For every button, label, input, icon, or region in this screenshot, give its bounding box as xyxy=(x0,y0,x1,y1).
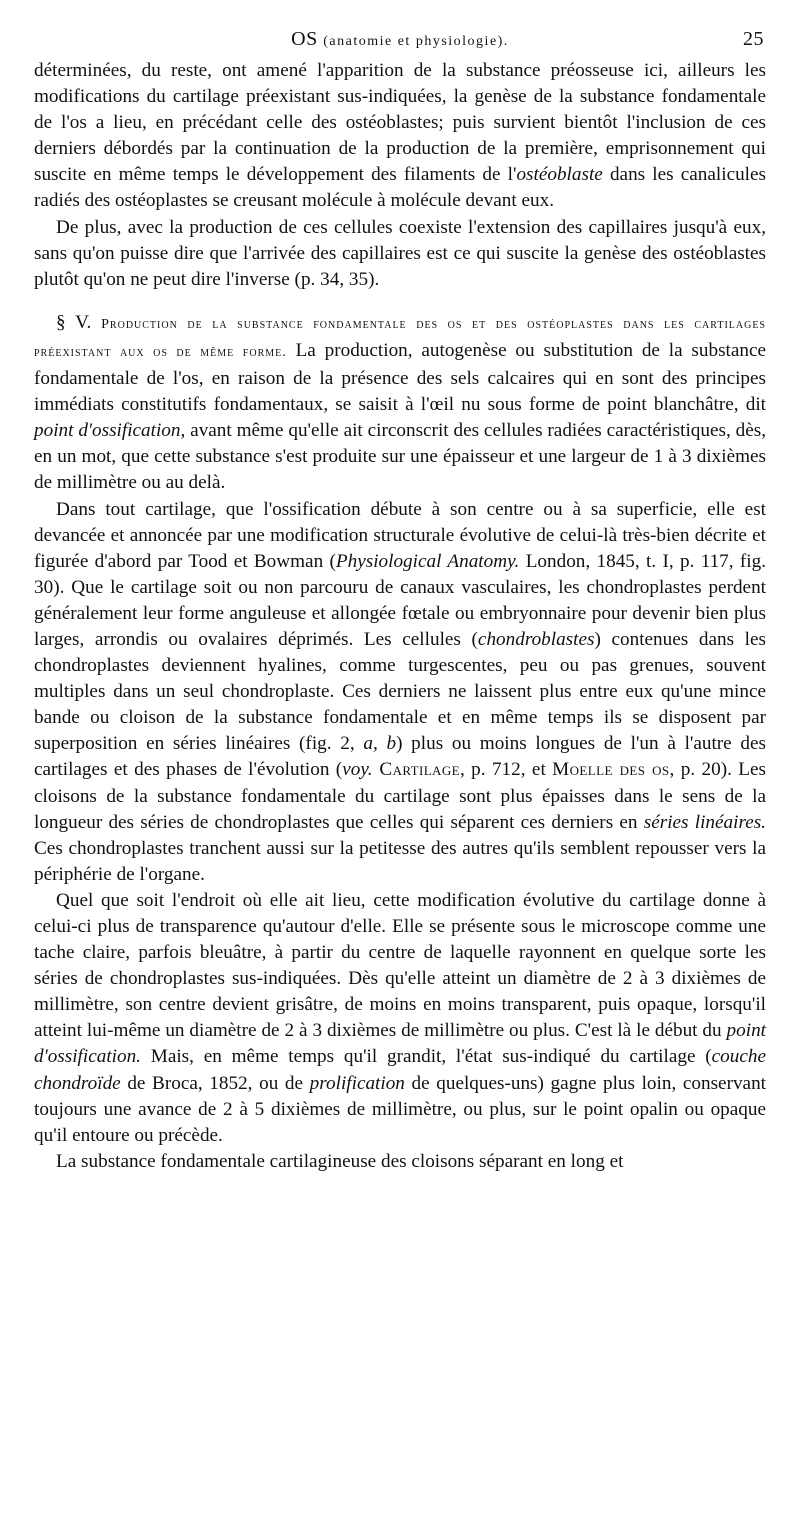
small-caps-ref: Moelle des os xyxy=(552,759,670,781)
italic-term: couche chondroïde xyxy=(34,1046,766,1094)
italic-term: chondroblastes xyxy=(477,628,595,650)
page-number: 25 xyxy=(743,28,764,50)
text-run: ) plus ou moins longues de l'un à l'autre des cartilages et des phases de l'évolution ( xyxy=(34,733,766,781)
running-head-main: OS xyxy=(291,28,318,50)
text-run: dans les canalicules radiés des ostéoplastes se creusant molécule à molécule devant eux. xyxy=(34,164,766,212)
running-head-subtitle: (anatomie et physiologie). xyxy=(323,34,509,49)
text-run: déterminées, du reste, ont amené l'apparition de la substance préosseuse ici, ailleurs les modifications du cartilage préexistant sus-indiquées, la genèse de la substance fondamentale de l'os a lieu, en précédant celle des ostéoblastes; puis survient bientôt l'inclusion de ces derniers débordés par la continuation de la production de la première, emprisonnement qui suscite en même temps le développement des filaments de l' xyxy=(34,60,766,186)
italic-term: ostéoblaste xyxy=(516,164,603,186)
section-v-paragraph xyxy=(34,310,766,497)
text-run: de quelques-uns) gagne plus loin, conservant toujours une avance de 2 à 5 dixièmes de millimètre, ou plus, sur le point opalin ou opaque qu'il entoure ou précède. xyxy=(34,1072,766,1146)
paragraph-2 xyxy=(34,215,766,293)
paragraph-4 xyxy=(34,497,766,888)
text-run: avant même qu'elle ait circonscrit des cellules radiées caractéristiques, dès, en un mot, que cette substance s'est produite sur une épaisseur et une largeur de 1 à 3 dixièmes de millimètre ou au delà. xyxy=(34,420,766,494)
text-run: , p. 20). Les cloisons de la substance fondamentale du cartilage sont plus épaisses dans le sens de la longueur des séries de chondroplastes que celles qui séparent ces derniers en xyxy=(34,759,766,833)
italic-term: voy. xyxy=(342,759,373,781)
text-run: Quel que soit l'endroit où elle ait lieu, cette modification évolutive du cartilage donne à celui-ci plus de transparence qu'autour d'elle. Elle se présente sous le microscope comme une tache claire, parfois bleuâtre, à partir du centre de laquelle rayonnent en quelque sorte les séries de chondroplastes sus-indiquées. Dès qu'elle atteint un diamètre de 2 à 3 dixièmes de millimètre, son centre devient grisâtre, de moins en moins transparent, puis opaque, lorsqu'il atteint lui-même un diamètre de 2 à 3 dixièmes de millimètre ou plus. C'est là le début du xyxy=(34,889,766,1042)
paragraph-6 xyxy=(34,1149,766,1175)
italic-term: point d'ossification. xyxy=(34,1020,766,1068)
italic-term: séries linéaires. xyxy=(643,811,766,833)
text-run: La production, autogenèse ou substitution de la substance fondamentale de l'os, en raison de la présence des sels calcaires qui en sont des principes immédiats constitutifs fondamentaux, se saisit à l'œil nu sous forme de point blanchâtre, dit xyxy=(34,339,767,416)
page xyxy=(34,28,766,1175)
italic-term: point d'ossification, xyxy=(34,420,186,442)
text-run: De plus, avec la production de ces cellules coexiste l'extension des capillaires jusqu'à eux, sans qu'on puisse dire que l'arrivée des capillaires est ce qui suscite la genèse des ostéoblastes plutôt qu'on ne peut dire l'inverse (p. 34, 35). xyxy=(34,216,766,290)
text-run: , p. 712, et xyxy=(459,759,553,781)
text-run: Ces chondroplastes tranchent aussi sur la petitesse des autres qu'ils semblent repousser vers la périphérie de l'organe. xyxy=(34,837,766,885)
text-run: La substance fondamentale cartilagineuse des cloisons séparant en long et xyxy=(56,1150,624,1172)
small-caps-ref: Cartilage xyxy=(372,759,460,781)
text-run: de Broca, 1852, ou de xyxy=(120,1072,310,1094)
italic-figure-ref: a, b xyxy=(363,733,397,755)
italic-term: prolification xyxy=(309,1072,405,1094)
paragraph-5 xyxy=(34,888,766,1149)
text-run: London, 1845, t. I, p. 117, fig. 30). Que le cartilage soit ou non parcouru de canaux vasculaires, les chondroplastes perdent généralement leur forme anguleuse et allongée fœtale ou embryonnaire pour devenir bien plus larges, arrondis ou ovalaires déprimés. Les cellules ( xyxy=(34,550,767,650)
text-run: ) contenues dans les chondroplastes deviennent hyalines, comme turgescentes, peu ou pas grenues, souvent multiples dans un seul chondroplaste. Ces derniers ne laissent plus entre eux qu'une mince bande ou cloison de la substance fondamentale et en même temps ils se disposent par superposition en séries linéaires (fig. 2, xyxy=(34,628,766,755)
section-heading: Production de la substance fondamentale des os et des ostéoplastes dans les cartilages préexistant aux os de même forme. xyxy=(34,316,766,360)
text-run: Dans tout cartilage, que l'ossification débute à son centre ou à sa superficie, elle est devancée et annoncée par une modification structurale évolutive de celui-là très-bien décrite et figurée d'abord par Tood et Bowman ( xyxy=(34,498,766,572)
section-number: § V. xyxy=(56,311,102,333)
running-head-title xyxy=(291,28,509,51)
running-head xyxy=(34,28,766,58)
text-run: Mais, en même temps qu'il grandit, l'état sus-indiqué du cartilage ( xyxy=(140,1046,712,1068)
paragraph-1 xyxy=(34,58,766,215)
italic-citation: Physiological Anatomy. xyxy=(335,550,520,572)
